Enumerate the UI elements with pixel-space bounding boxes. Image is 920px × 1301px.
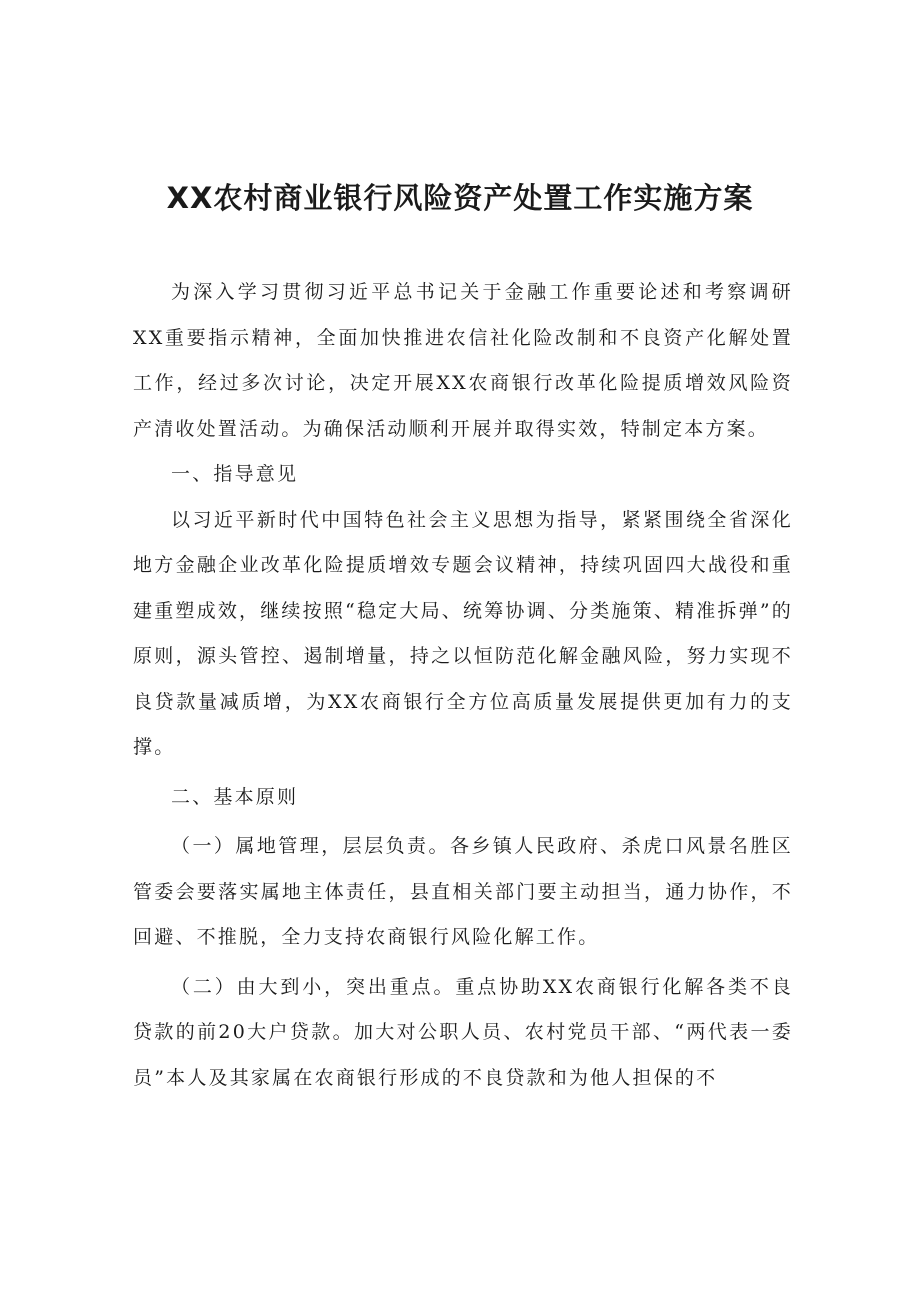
section-heading-principles: 二、基本原则: [171, 785, 299, 808]
section-heading-guidance: 一、指导意见: [171, 463, 299, 485]
document-body: [133, 270, 793, 1101]
principle-paragraph-1: （一）属地管理，层层负责。各乡镇人民政府、杀虎口风景名胜区管委会要落实属地主体责任，县直相关部门要主动担当，通力协作，不回避、不推脱，全力支持农商银行风险化解工作。: [133, 835, 793, 948]
intro-paragraph: 为深入学习贯彻习近平总书记关于金融工作重要论述和考察调研XX重要指示精神，全面加快推进农信社化险改制和不良资产化解处置工作，经过多次讨论，决定开展XX农商银行改革化险提质增效风险资产清收处置活动。为确保活动顺利开展并取得实效，特制定本方案。: [133, 281, 793, 440]
document-title: XX农村商业银行风险资产处置工作实施方案: [166, 181, 754, 215]
guidance-paragraph: 以习近平新时代中国特色社会主义思想为指导，紧紧围绕全省深化地方金融企业改革化险提质增效专题会议精神，持续巩固四大战役和重建重塑成效，继续按照“稳定大局、统筹协调、分类施策、精准拆弹”的原则，源头管控、遏制增量，持之以恒防范化解金融风险，努力实现不良贷款量减质增，为XX农商银行全方位高质量发展提供更加有力的支撑。: [133, 508, 793, 758]
principle-paragraph-2: （二）由大到小，突出重点。重点协助XX农商银行化解各类不良贷款的前20大户贷款。加大对公职人员、农村党员干部、“两代表一委员”本人及其家属在农商银行形成的不良贷款和为他人担保的不: [133, 975, 793, 1089]
